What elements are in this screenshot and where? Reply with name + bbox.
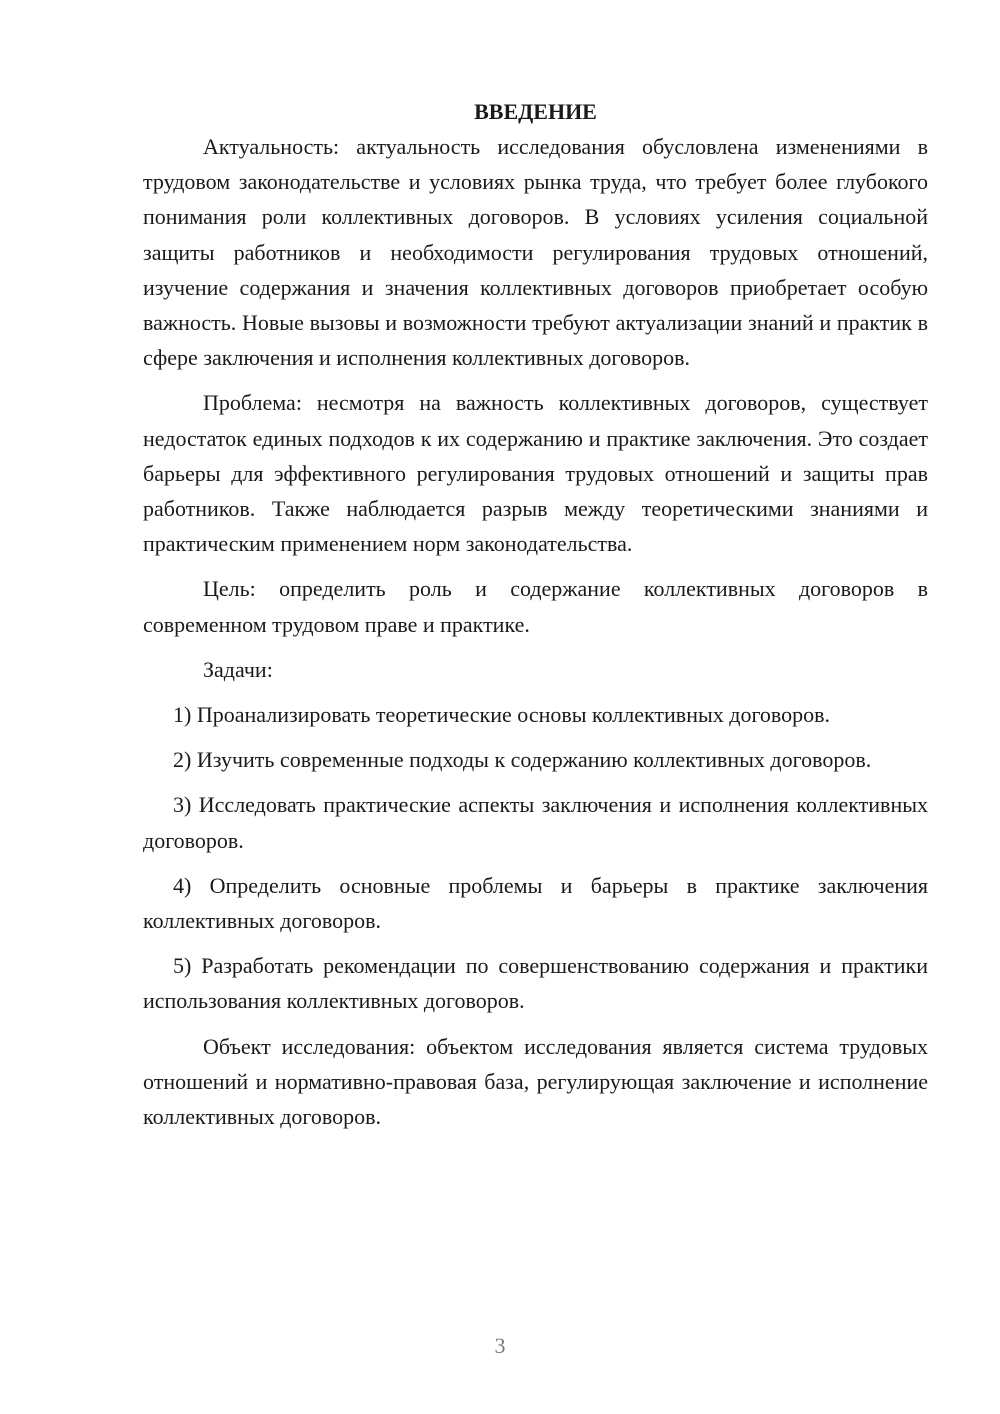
paragraph-relevance: Актуальность: актуальность исследования обусловлена изменениями в трудовом законодательстве и условиях рынка труда, что требует более глубокого понимания роли коллективных договоров. В условиях усиления социальной защиты работников и необходимости регулирования трудовых отношений, изучение содержания и значения коллективных договоров приобретает особую важность. Новые вызовы и возможности требуют актуализации знаний и практик в сфере заключения и исполнения коллективных договоров.	[143, 134, 928, 371]
paragraph-object: Объект исследования: объектом исследования является система трудовых отношений и нормативно-правовая база, регулирующая заключение и исполнение коллективных договоров.	[143, 1033, 928, 1130]
task-item: 3) Исследовать практические аспекты заключения и исполнения коллективных договоров.	[143, 792, 928, 853]
document-page	[143, 94, 928, 1134]
task-item: 4) Определить основные проблемы и барьеры в практике заключения коллективных договоров.	[143, 872, 928, 934]
paragraph-goal: Цель: определить роль и содержание коллективных договоров в современном трудовом праве и практике.	[143, 576, 928, 637]
section-title: ВВЕДЕНИЕ	[474, 99, 597, 124]
task-item: 2) Изучить современные подходы к содержанию коллективных договоров.	[173, 747, 872, 773]
paragraph-problem: Проблема: несмотря на важность коллективных договоров, существует недостаток единых подходов к их содержанию и практике заключения. Это создает барьеры для эффективного регулирования трудовых отношений и защиты прав работников. Также наблюдается разрыв между теоретическими знаниями и практическим применением норм законодательства.	[143, 390, 928, 557]
task-item: 1) Проанализировать теоретические основы коллективных договоров.	[173, 702, 831, 728]
page-number: 3	[494, 1333, 506, 1358]
task-item: 5) Разработать рекомендации по совершенствованию содержания и практики использования коллективных договоров.	[143, 953, 928, 1014]
paragraph-tasks-heading: Задачи:	[203, 656, 273, 682]
